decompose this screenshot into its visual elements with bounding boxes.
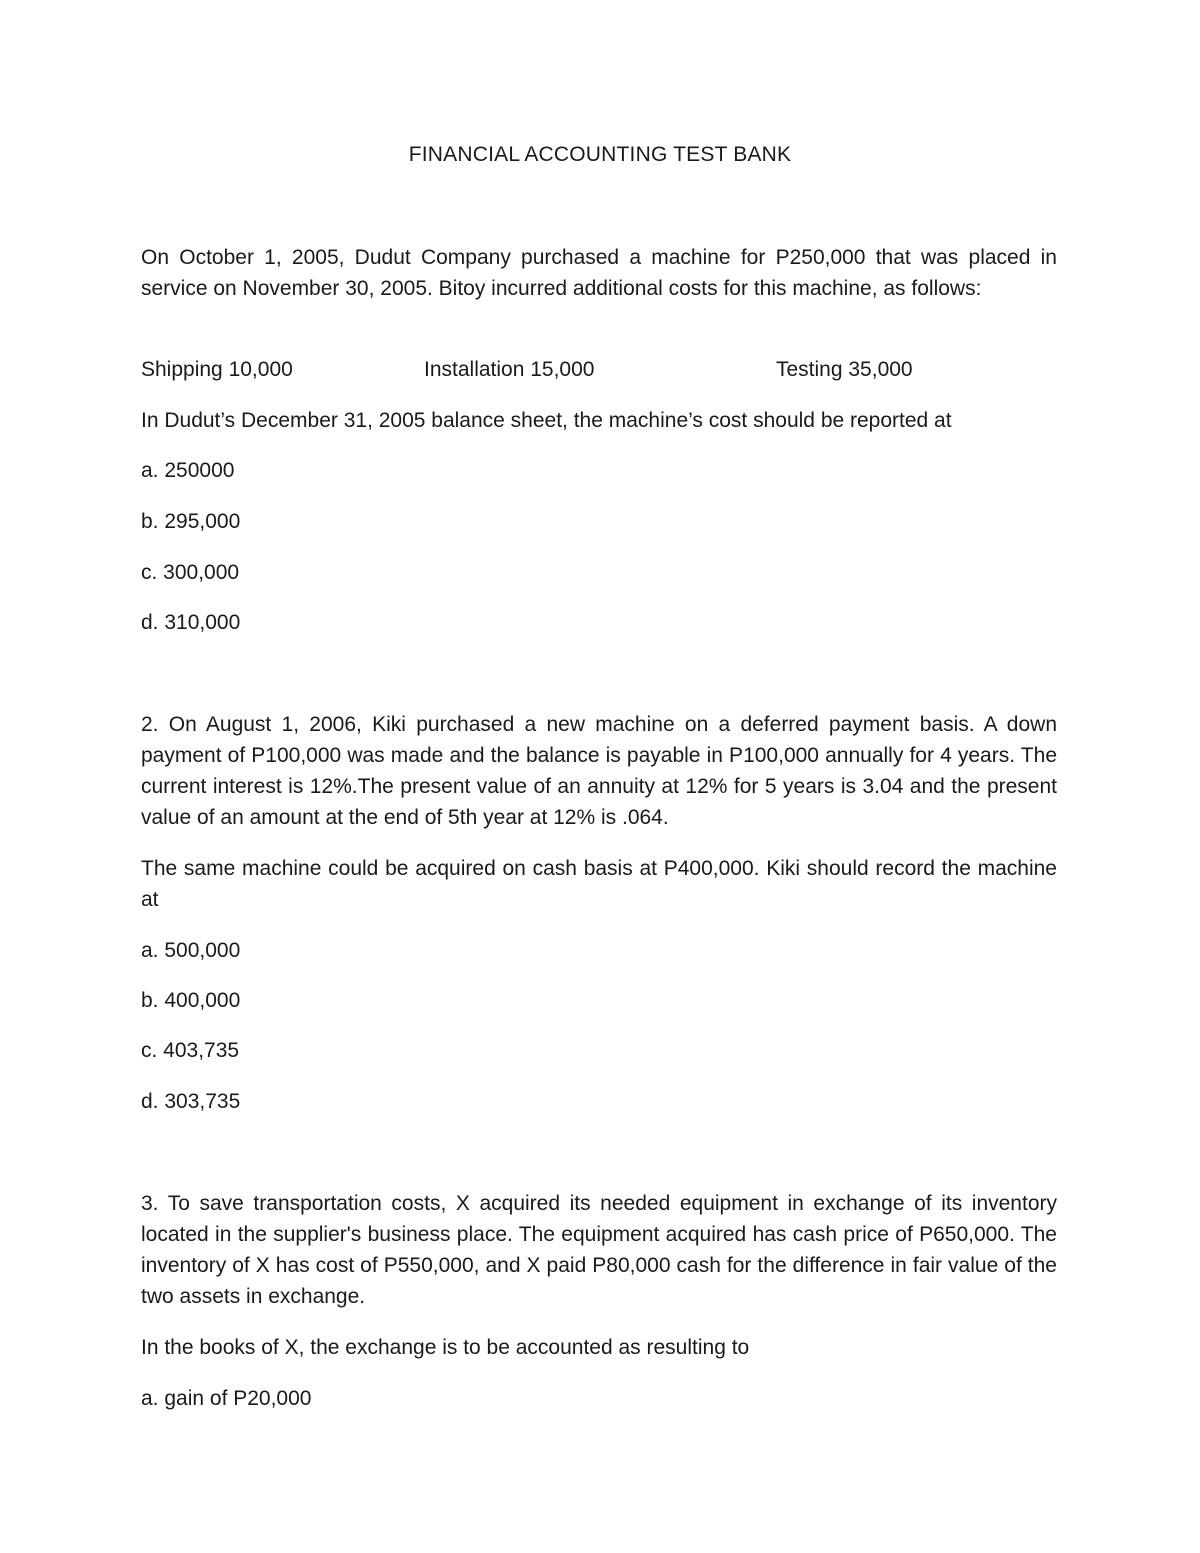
q1-option-a: a. 250000 <box>141 459 235 482</box>
q1-cost-testing: Testing 35,000 <box>776 358 913 381</box>
document-title: FINANCIAL ACCOUNTING TEST BANK <box>408 143 792 166</box>
q2-option-b: b. 400,000 <box>141 989 241 1012</box>
q2-option-a: a. 500,000 <box>141 939 241 962</box>
q1-question: In Dudut’s December 31, 2005 balance sheet, the machine’s cost should be reported at <box>141 409 952 432</box>
q2-question: The same machine could be acquired on cash basis at P400,000. Kiki should record the machine at <box>141 857 1057 911</box>
q1-option-c: c. 300,000 <box>141 561 240 584</box>
q3-question: In the books of X, the exchange is to be accounted as resulting to <box>141 1336 750 1359</box>
q3-stem: 3. To save transportation costs, X acquired its needed equipment in exchange of its inventory located in the supplier's business place. The equipment acquired has cash price of P650,000. The inventory of X has cost of P550,000, and X paid P80,000 cash for the difference in fair value of the two assets in exchange. <box>141 1192 1057 1308</box>
q1-option-b: b. 295,000 <box>141 510 241 533</box>
q2-option-c: c. 403,735 <box>141 1039 240 1062</box>
q1-cost-shipping: Shipping 10,000 <box>141 358 293 381</box>
q2-stem: 2. On August 1, 2006, Kiki purchased a new machine on a deferred payment basis. A down payment of P100,000 was made and the balance is payable in P100,000 annually for 4 years. The current interest is 12%.The present value of an annuity at 12% for 5 years is 3.04 and the present value of an amount at the end of 5th year at 12% is .064. <box>141 713 1057 829</box>
q3-option-a: a. gain of P20,000 <box>141 1387 312 1410</box>
q2-option-d: d. 303,735 <box>141 1090 241 1113</box>
q1-stem: On October 1, 2005, Dudut Company purchased a machine for P250,000 that was placed in service on November 30, 2005. Bitoy incurred additional costs for this machine, as follows: <box>141 246 1057 300</box>
q1-cost-installation: Installation 15,000 <box>424 358 595 381</box>
q1-option-d: d. 310,000 <box>141 611 241 634</box>
